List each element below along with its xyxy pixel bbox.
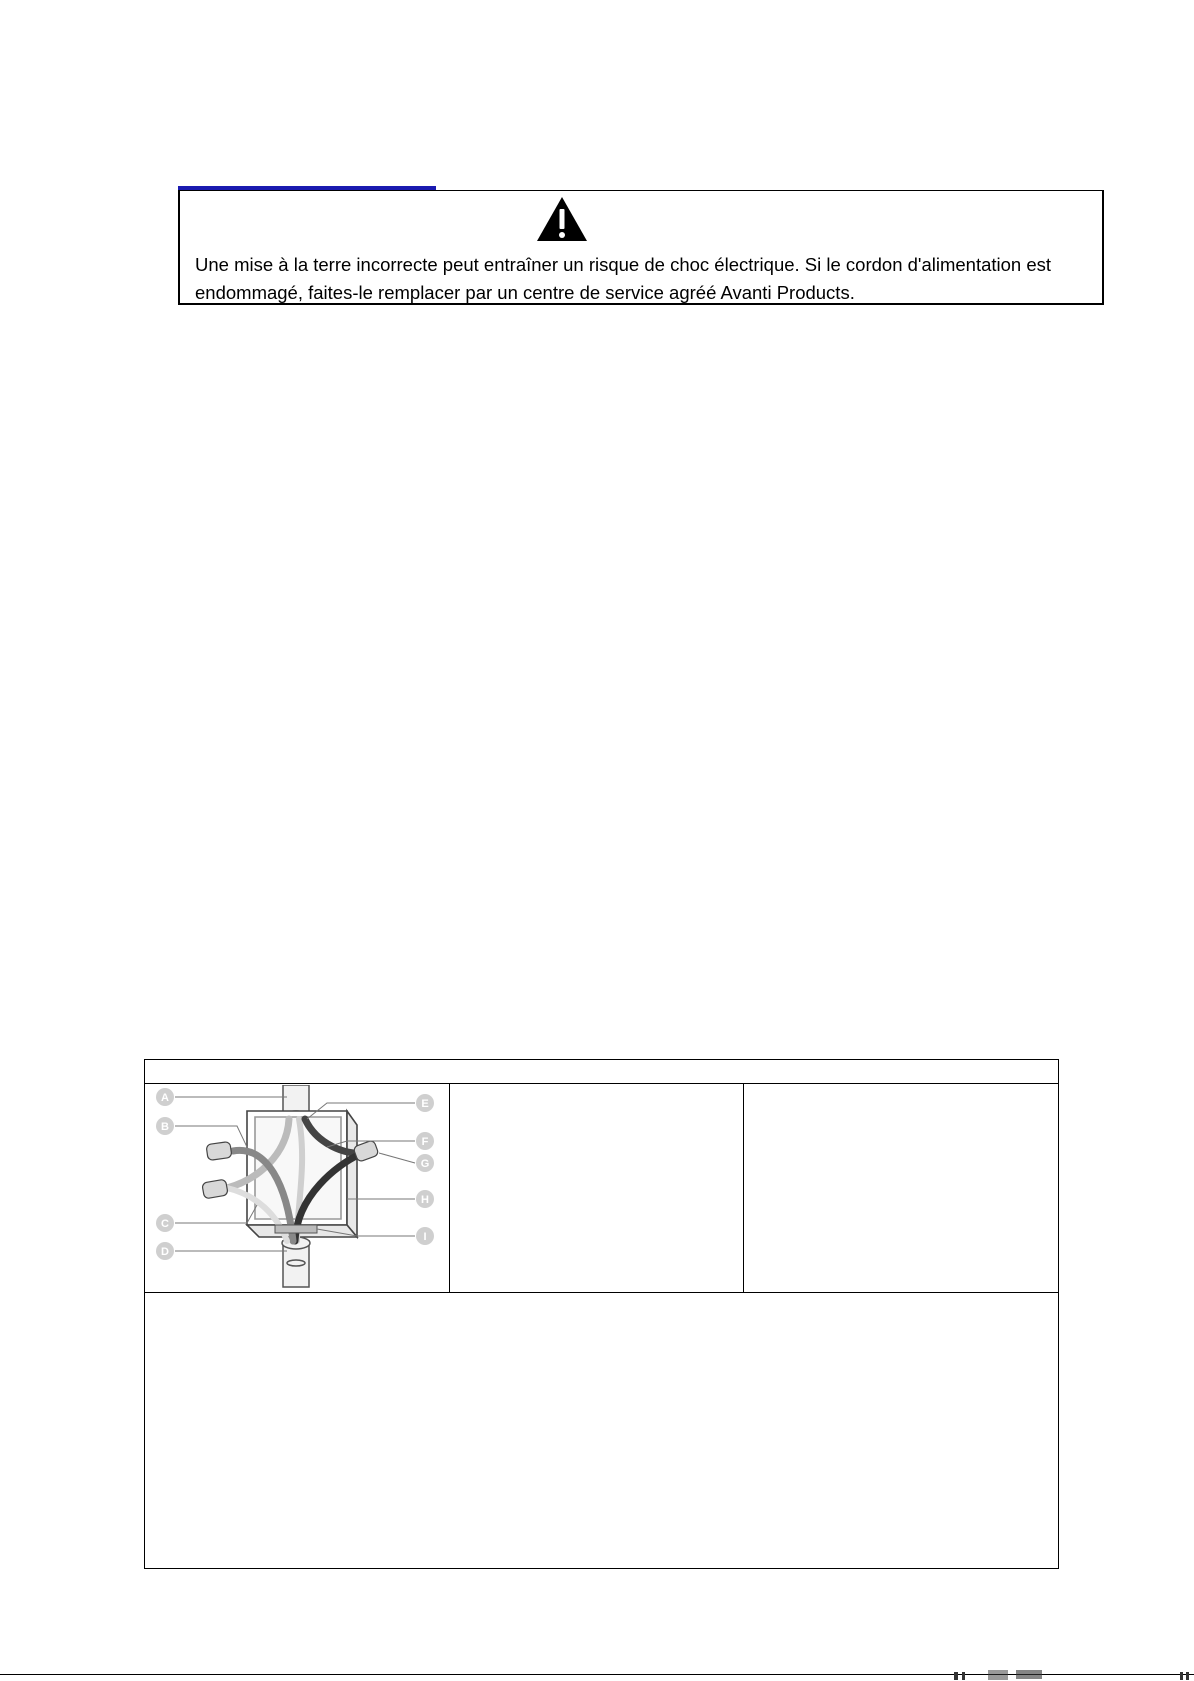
svg-text:E: E bbox=[421, 1098, 429, 1110]
junction-box-diagram bbox=[147, 1085, 445, 1290]
label-h-badge bbox=[416, 1190, 434, 1208]
svg-text:A: A bbox=[161, 1092, 169, 1104]
warning-box bbox=[178, 190, 1104, 305]
svg-text:C: C bbox=[161, 1218, 169, 1230]
svg-text:H: H bbox=[421, 1194, 429, 1206]
warning-triangle-icon bbox=[535, 195, 589, 243]
label-g-badge bbox=[416, 1154, 434, 1172]
label-f-badge bbox=[416, 1132, 434, 1150]
table-row-rule bbox=[145, 1292, 1058, 1293]
svg-text:B: B bbox=[161, 1121, 169, 1133]
table-col-rule-2 bbox=[743, 1083, 744, 1292]
label-i-badge bbox=[416, 1227, 434, 1245]
footer-scan-marks bbox=[954, 1670, 1194, 1681]
warning-text: Une mise à la terre incorrecte peut entraîner un risque de choc électrique. Si le cordon d'alimentation est endommagé, faites-le remplacer par un centre de service agréé Avanti Products. bbox=[195, 254, 1052, 303]
svg-text:I: I bbox=[423, 1231, 427, 1243]
svg-text:D: D bbox=[161, 1246, 169, 1258]
label-a-badge bbox=[156, 1088, 174, 1106]
wire-nut-upper-left bbox=[206, 1141, 232, 1160]
table-header-rule bbox=[145, 1083, 1058, 1084]
wiring-table bbox=[144, 1059, 1059, 1569]
conduit-bottom bbox=[282, 1237, 310, 1287]
cable-clamp bbox=[275, 1225, 317, 1233]
svg-text:G: G bbox=[420, 1158, 430, 1170]
label-d-badge bbox=[156, 1242, 174, 1260]
label-c-badge bbox=[156, 1214, 174, 1232]
wire-nut-lower-left bbox=[202, 1179, 228, 1199]
table-col-rule-1 bbox=[449, 1083, 450, 1292]
label-e-badge bbox=[416, 1094, 434, 1112]
svg-text:F: F bbox=[421, 1136, 429, 1148]
label-b-badge bbox=[156, 1117, 174, 1135]
